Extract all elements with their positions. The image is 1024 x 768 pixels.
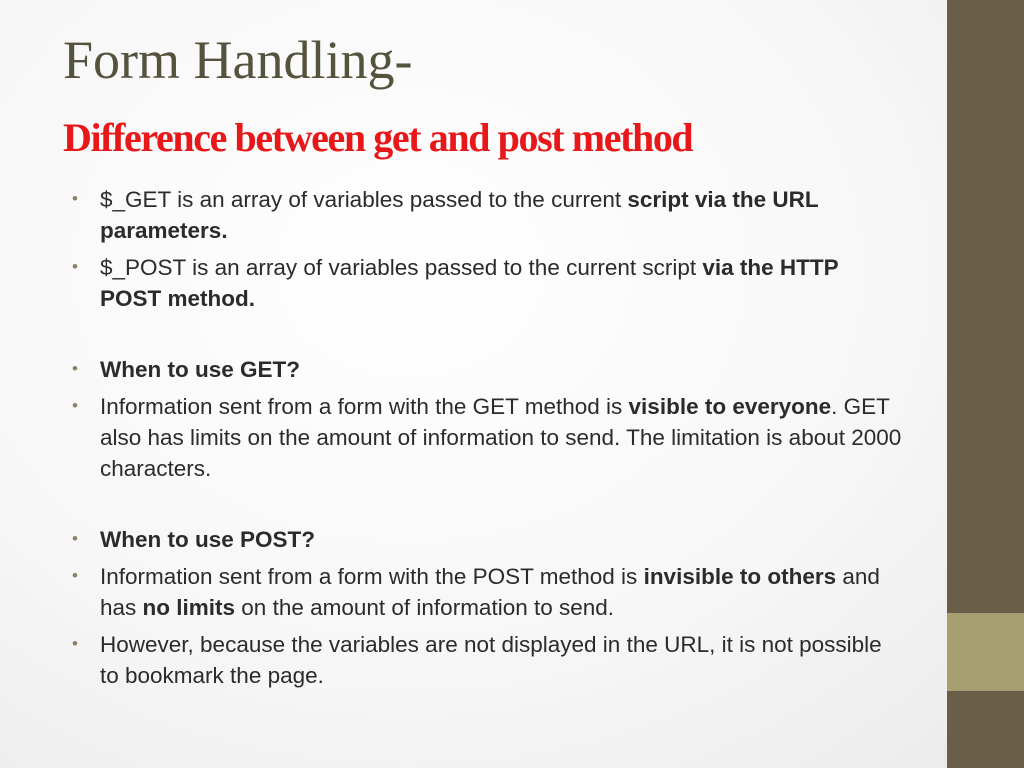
bullet-text: Information sent from a form with the GET method is — [100, 394, 629, 419]
bullet-text-bold: no limits — [142, 595, 236, 620]
bullet-text: $_POST is an array of variables passed to the current script — [100, 255, 703, 280]
bullet-item — [72, 629, 902, 691]
bullet-text: on the amount of information to send. — [235, 595, 615, 620]
bullet-text-bold: script via the URL parameters. — [100, 187, 819, 243]
bullet-text: However, because the variables are not displayed in the URL, it is not possible to bookmark the page. — [100, 632, 882, 688]
slide-title: Form Handling- — [63, 30, 413, 90]
bullet-text: . GET also has limits on the amount of information to send. The limitation is about 2000 characters. — [100, 394, 902, 481]
bullet-text-bold: visible to everyone — [628, 394, 832, 419]
slide-subtitle: Difference between get and post method — [63, 115, 693, 160]
bullet-item — [72, 354, 902, 385]
bullet-text-bold: When to use GET? — [100, 357, 300, 382]
bullet-item — [72, 561, 902, 623]
decorative-sidebar-accent — [947, 613, 1024, 691]
bullet-text-bold: via the HTTP POST method. — [100, 255, 839, 311]
bullet-item — [72, 391, 902, 484]
bullet-text-bold: invisible to others — [643, 564, 837, 589]
bullet-item — [72, 184, 902, 246]
bullet-text: and has — [100, 564, 880, 620]
bullet-list — [72, 184, 902, 691]
bullet-text-bold: When to use POST? — [100, 527, 316, 552]
bullet-item — [72, 524, 902, 555]
bullet-text: Information sent from a form with the POST method is — [100, 564, 644, 589]
bullet-item — [72, 252, 902, 314]
slide-content — [72, 184, 902, 697]
bullet-text: $_GET is an array of variables passed to the current — [100, 187, 628, 212]
